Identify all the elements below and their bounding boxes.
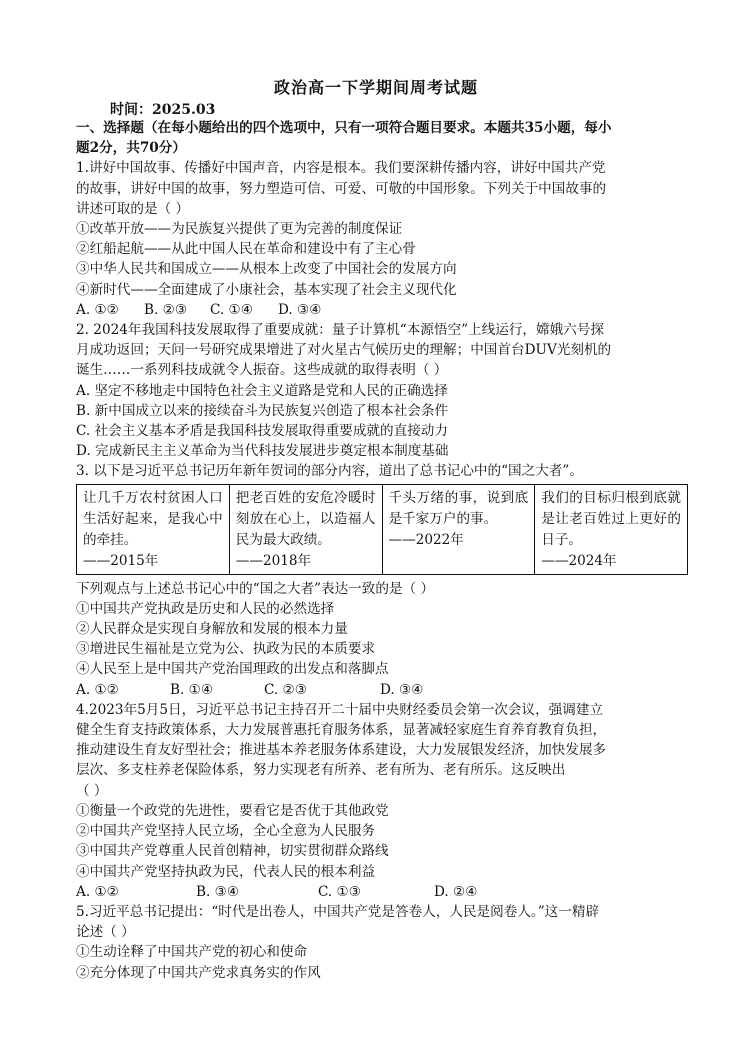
quote-cell	[77, 484, 230, 574]
section-heading: 一、选择题（在每小题给出的四个选项中，只有一项符合题目要求。本题共35小题，每小	[76, 120, 612, 136]
statement-item: ②中国共产党坚持人民立场，全心全意为人民服务	[76, 823, 376, 840]
quote-year: ——2024年	[541, 552, 617, 569]
question-text: 诞生……一系列科技成就令人振奋。这些成就的取得表明（ ）	[76, 362, 448, 379]
option-a: A. ①②	[76, 883, 119, 900]
statement-item: ④人民至上是中国共产党治国理政的出发点和落脚点	[76, 661, 389, 678]
statement-item: ①衡量一个政党的先进性，要看它是否优于其他政党	[76, 802, 389, 819]
table-row	[77, 484, 688, 574]
statement-item: ①生动诠释了中国共产党的初心和使命	[76, 944, 308, 961]
choice-d: D. 完成新民主主义革命为当代科技发展进步奠定根本制度基础	[76, 443, 449, 460]
question-5	[76, 902, 688, 983]
question-text: 论述（ ）	[76, 924, 135, 941]
question-text: 月成功返回；天问一号研究成果增进了对火星古气候历史的理解；中国首台DUV光刻机的	[76, 342, 612, 359]
question-text: （ ）	[76, 782, 108, 799]
statement-item: ②人民群众是实现自身解放和发展的根本力量	[76, 621, 348, 638]
option-d: D. ②④	[434, 883, 478, 900]
option-d: D. ③④	[278, 301, 322, 318]
option-b: B. ①④	[170, 681, 214, 698]
option-a: A. ①②	[76, 681, 119, 698]
question-text: 的故事，讲好中国的故事，努力塑造可信、可爱、可敬的中国形象。下列关于中国故事的	[76, 180, 607, 197]
quote-text: 把老百姓的安危冷暖时刻放在心上，以造福人民为最大政绩。	[235, 489, 376, 548]
question-text: 1.讲好中国故事、传播好中国声音，内容是根本。我们要深耕传播内容，讲好中国共产党	[76, 160, 606, 177]
quote-year: ——2015年	[83, 552, 159, 569]
statement-item: ①中国共产党执政是历史和人民的必然选择	[76, 600, 335, 617]
quote-text: 千头万绪的事，说到底是千家万户的事。	[388, 489, 529, 527]
question-text: 推动建设生育友好型社会；推进基本养老服务体系建设，大力发展银发经济，加快发展多	[76, 742, 607, 759]
statement-item: ①改革开放——为民族复兴提供了更为完善的制度保证	[76, 221, 403, 238]
question-text: 3. 以下是习近平总书记历年新年贺词的部分内容，道出了总书记心中的“国之大者”。	[76, 463, 583, 480]
statement-item: ②红船起航——从此中国人民在革命和建设中有了主心骨	[76, 241, 416, 258]
question-4	[76, 700, 688, 902]
page-title: 政治高一下学期间周考试题	[273, 78, 478, 97]
statement-item: ③中华人民共和国成立——从根本上改变了中国社会的发展方向	[76, 261, 457, 278]
option-b: B. ③④	[196, 883, 240, 900]
quote-table	[76, 484, 688, 575]
choice-a: A. 坚定不移地走中国特色社会主义道路是党和人民的正确选择	[76, 382, 448, 399]
question-text: 下列观点与上述总书记心中的“国之大者”表达一致的是（ ）	[76, 580, 435, 597]
question-2	[76, 320, 688, 461]
option-c: C. ①④	[210, 301, 253, 318]
option-b: B. ②③	[144, 301, 188, 318]
question-3	[76, 461, 688, 699]
question-text: 5.习近平总书记提出：“时代是出卷人，中国共产党是答卷人，人民是阅卷人。”这一精辟	[76, 903, 600, 920]
quote-year: ——2018年	[235, 552, 312, 569]
option-d: D. ③④	[380, 681, 424, 698]
quote-cell	[382, 484, 535, 574]
section-heading-cont: 题2分，共70分）	[76, 140, 186, 157]
answer-options	[76, 300, 688, 320]
statement-item: ④中国共产党坚持执政为民，代表人民的根本利益	[76, 863, 376, 880]
option-a: A. ①②	[76, 301, 119, 318]
option-c: C. ②③	[264, 681, 307, 698]
answer-options	[76, 680, 688, 700]
exam-body	[76, 118, 688, 983]
question-text: 2. 2024年我国科技发展取得了重要成就：量子计算机“本源悟空”上线运行，嫦娥六号探	[76, 322, 604, 339]
question-text: 健全生育支持政策体系，大力发展普惠托育服务体系，显著减轻家庭生育养育教育负担，	[76, 722, 607, 739]
choice-b: B. 新中国成立以来的接续奋斗为民族复兴创造了根本社会条件	[76, 402, 449, 419]
question-text: 层次、多支柱养老保险体系，努力实现老有所养、老有所为、老有所乐。这反映出	[76, 762, 566, 779]
statement-item: ②充分体现了中国共产党求真务实的作风	[76, 964, 321, 981]
question-text: 4.2023年5月5日，习近平总书记主持召开二十届中央财经委员会第一次会议，强调建立	[76, 701, 604, 718]
question-1	[76, 158, 688, 320]
statement-item: ④新时代——全面建成了小康社会，基本实现了社会主义现代化	[76, 281, 457, 298]
quote-year: ——2022年	[388, 531, 464, 548]
exam-time: 时间：2025.03	[110, 102, 216, 118]
choice-c: C. 社会主义基本矛盾是我国科技发展取得重要成就的直接动力	[76, 423, 448, 440]
quote-cell	[229, 484, 382, 574]
quote-text: 我们的目标归根到底就是让老百姓过上更好的日子。	[541, 489, 681, 548]
quote-text: 让几千万农村贫困人口生活好起来，是我心中的牵挂。	[83, 489, 223, 548]
answer-options	[76, 882, 688, 902]
statement-item: ③增进民生福祉是立党为公、执政为民的本质要求	[76, 641, 376, 658]
quote-cell	[535, 484, 688, 574]
option-c: C. ①③	[318, 883, 361, 900]
statement-item: ③中国共产党尊重人民首创精神，切实贯彻群众路线	[76, 843, 389, 860]
question-text: 讲述可取的是（ ）	[76, 200, 190, 217]
